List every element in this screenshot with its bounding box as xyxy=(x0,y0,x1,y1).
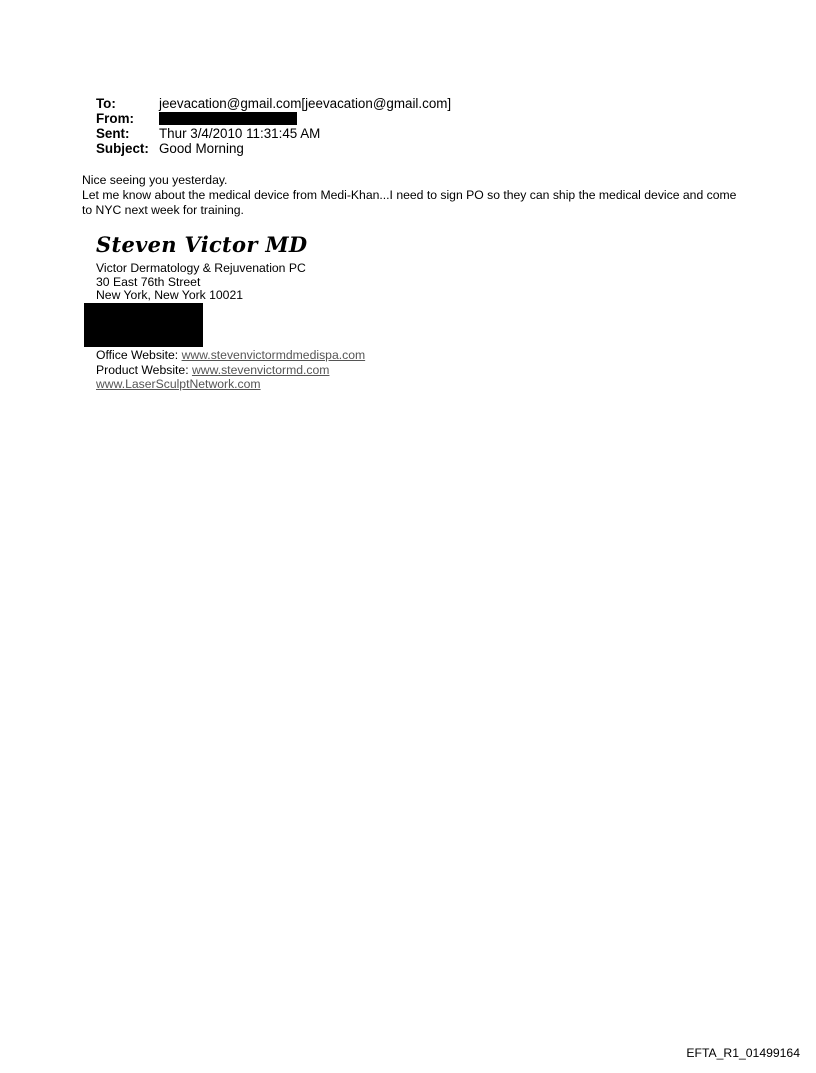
to-row xyxy=(96,96,451,111)
sent-row xyxy=(96,126,451,141)
city-state-zip: New York, New York 10021 xyxy=(96,288,244,302)
from-redaction xyxy=(159,112,297,125)
body-line-2: Let me know about the medical device from Medi-Khan...I need to sign PO so they can ship the medical device and come to NYC next week for training. xyxy=(82,188,737,217)
office-website-label: Office Website: xyxy=(96,348,182,362)
office-website-link[interactable]: www.stevenvictormdmedispa.com xyxy=(181,348,366,362)
signature-links xyxy=(96,348,365,392)
street-address: 30 East 76th Street xyxy=(96,274,201,289)
product-website-link[interactable]: www.stevenvictormd.com xyxy=(191,362,330,377)
body-line-1: Nice seeing you yesterday. xyxy=(82,173,228,187)
sent-value: Thur 3/4/2010 11:31:45 AM xyxy=(159,126,321,141)
email-header xyxy=(96,96,451,156)
document-id: EFTA_R1_01499164 xyxy=(686,1046,800,1060)
company-name: Victor Dermatology & Rejuvenation PC xyxy=(96,261,306,275)
office-website-row xyxy=(96,348,365,363)
signature-address xyxy=(96,262,306,303)
product-website-row xyxy=(96,363,365,378)
sent-label: Sent: xyxy=(96,126,130,141)
subject-row xyxy=(96,141,451,156)
email-body xyxy=(82,173,742,218)
to-label: To: xyxy=(96,96,116,111)
to-value: jeevacation@gmail.com[jeevacation@gmail.com] xyxy=(159,96,452,111)
from-label: From: xyxy=(96,111,134,126)
from-row xyxy=(96,111,451,126)
laser-website-row xyxy=(96,377,365,392)
subject-value: Good Morning xyxy=(159,141,244,156)
product-website-label: Product Website: xyxy=(96,362,192,377)
subject-label: Subject: xyxy=(96,141,149,156)
signature-redaction xyxy=(84,303,203,347)
signature-name: Steven Victor MD xyxy=(96,232,308,257)
laser-website-link[interactable]: www.LaserSculptNetwork.com xyxy=(96,377,261,391)
